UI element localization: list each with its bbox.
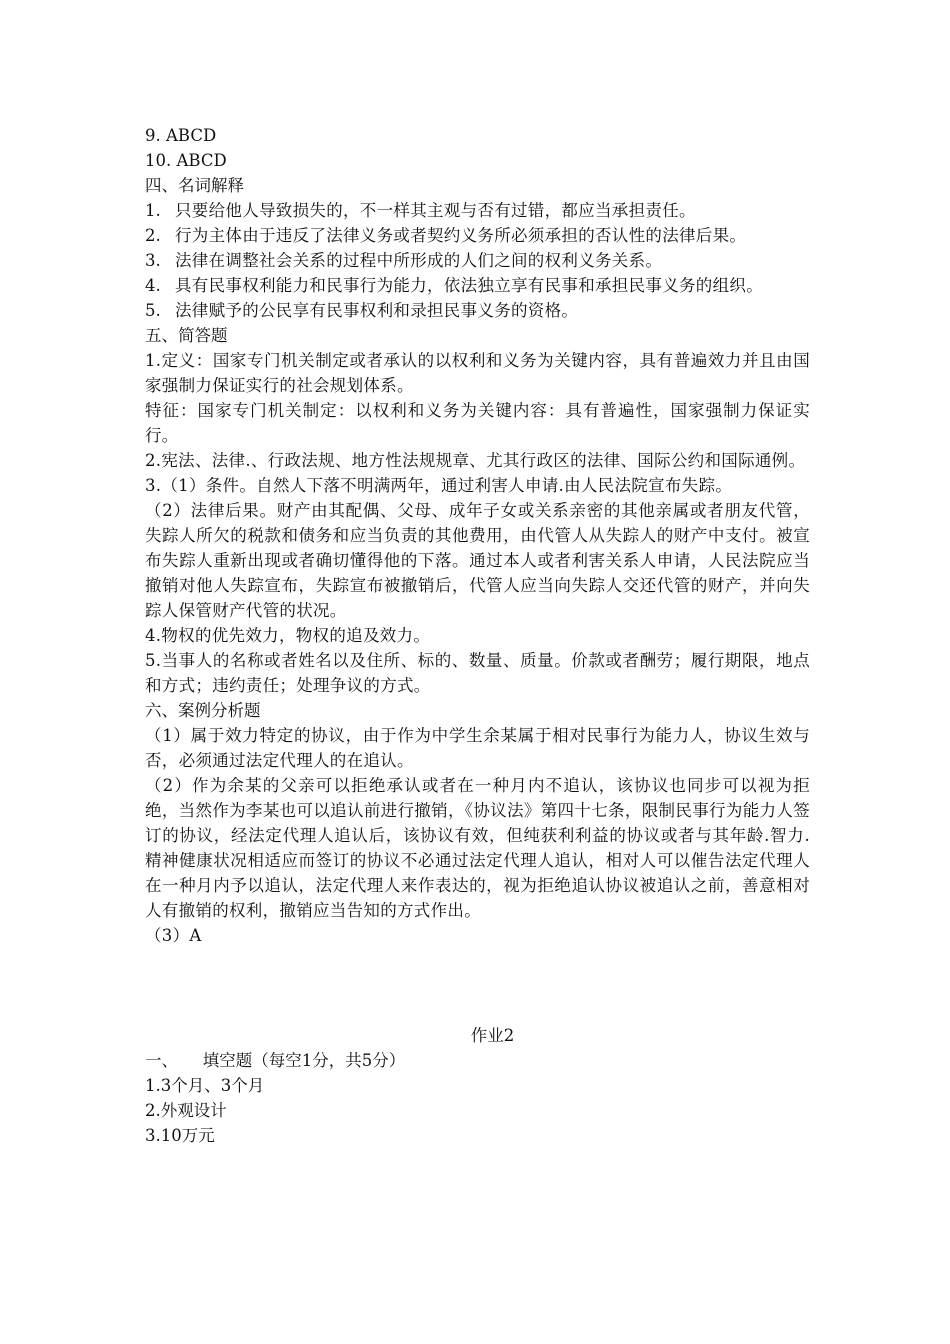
short-answer: 2.宪法、法律.、行政法规、地方性法规规章、尤其行政区的法律、国际公约和国际通例。 xyxy=(145,451,806,470)
definition-item xyxy=(145,273,810,298)
definition-text: 法律赋予的公民享有民事权利和录担民事义务的资格。 xyxy=(175,301,579,320)
definition-text: 具有民事权利能力和民事行为能力，依法独立享有民事和承担民事义务的组织。 xyxy=(175,276,763,295)
section-heading-short-answers: 五、简答题 xyxy=(145,326,228,345)
answer-10: 10. ABCD xyxy=(145,151,227,170)
definition-item xyxy=(145,298,810,323)
short-answer: （2）法律后果。财产由其配偶、父母、成年子女或关系亲密的其他亲属或者朋友代管，失踪人所欠的税款和债务和应当负责的其他费用，由代管人从失踪人的财产中支付。被宣布失踪人重新出现或者确切懂得他的下落。通过本人或者利害关系人申请，人民法院应当撤销对他人失踪宣布，失踪宣布被撤销后，代管人应当向失踪人交还代管的财产，并向失踪人保管财产代管的状况。 xyxy=(145,501,810,620)
fill-answer: 3.10万元 xyxy=(145,1126,215,1145)
definition-item xyxy=(145,198,810,223)
definition-number: 5. xyxy=(145,301,161,320)
section-heading-definitions: 四、名词解释 xyxy=(145,176,244,195)
definition-text: 行为主体由于违反了法律义务或者契约义务所必须承担的否认性的法律后果。 xyxy=(175,226,747,245)
definition-number: 4. xyxy=(145,276,161,295)
answer-9: 9. ABCD xyxy=(145,126,217,145)
case-answer: （1）属于效力特定的协议，由于作为中学生余某属于相对民事行为能力人，协议生效与否，必须通过法定代理人的在追认。 xyxy=(145,726,810,770)
definition-text: 只要给他人导致损失的，不一样其主观与否有过错，都应当承担责任。 xyxy=(175,201,696,220)
case-answer: （3）A xyxy=(145,926,202,945)
case-answer: （2）作为余某的父亲可以拒绝承认或者在一种月内不追认，该协议也同步可以视为拒绝，当然作为李某也可以追认前进行撤销，《协议法》第四十七条，限制民事行为能力人签订的协议，经法定代理人追认后，该协议有效，但纯获利利益的协议或者与其年龄.智力.精神健康状况相适应而签订的协议不必通过法定代理人追认，相对人可以催告法定代理人在一种月内予以追认，法定代理人来作表达的，视为拒绝追认协议被追认之前，善意相对人有撤销的权利，撤销应当告知的方式作出。 xyxy=(145,776,810,920)
document-page xyxy=(145,123,810,1148)
fill-answer: 1.3个月、3个月 xyxy=(145,1076,265,1095)
short-answer: 1.定义：国家专门机关制定或者承认的以权利和义务为关键内容，具有普遍效力并且由国家强制力保证实行的社会规划体系。 xyxy=(145,351,810,395)
assignment-title: 作业2 xyxy=(470,1026,515,1045)
definition-number: 1. xyxy=(145,201,161,220)
definition-number: 3. xyxy=(145,251,161,270)
short-answer: 特征：国家专门机关制定：以权利和义务为关键内容：具有普遍性，国家强制力保证实行。 xyxy=(145,401,810,445)
section-heading-fill-in: 一、 填空题（每空1分，共5分） xyxy=(145,1051,406,1070)
short-answer: 5.当事人的名称或者姓名以及住所、标的、数量、质量。价款或者酬劳；履行期限，地点和方式；违约责任；处理争议的方式。 xyxy=(145,651,810,695)
short-answer: 4.物权的优先效力，物权的追及效力。 xyxy=(145,626,431,645)
spacer xyxy=(145,948,810,1023)
definition-text: 法律在调整社会关系的过程中所形成的人们之间的权利义务关系。 xyxy=(175,251,663,270)
fill-answer: 2.外观设计 xyxy=(145,1101,227,1120)
definition-number: 2. xyxy=(145,226,161,245)
section-heading-case-analysis: 六、案例分析题 xyxy=(145,701,261,720)
short-answer: 3.（1）条件。自然人下落不明满两年，通过利害人申请.由人民法院宣布失踪。 xyxy=(145,476,733,495)
definition-item xyxy=(145,248,810,273)
definition-item xyxy=(145,223,810,248)
